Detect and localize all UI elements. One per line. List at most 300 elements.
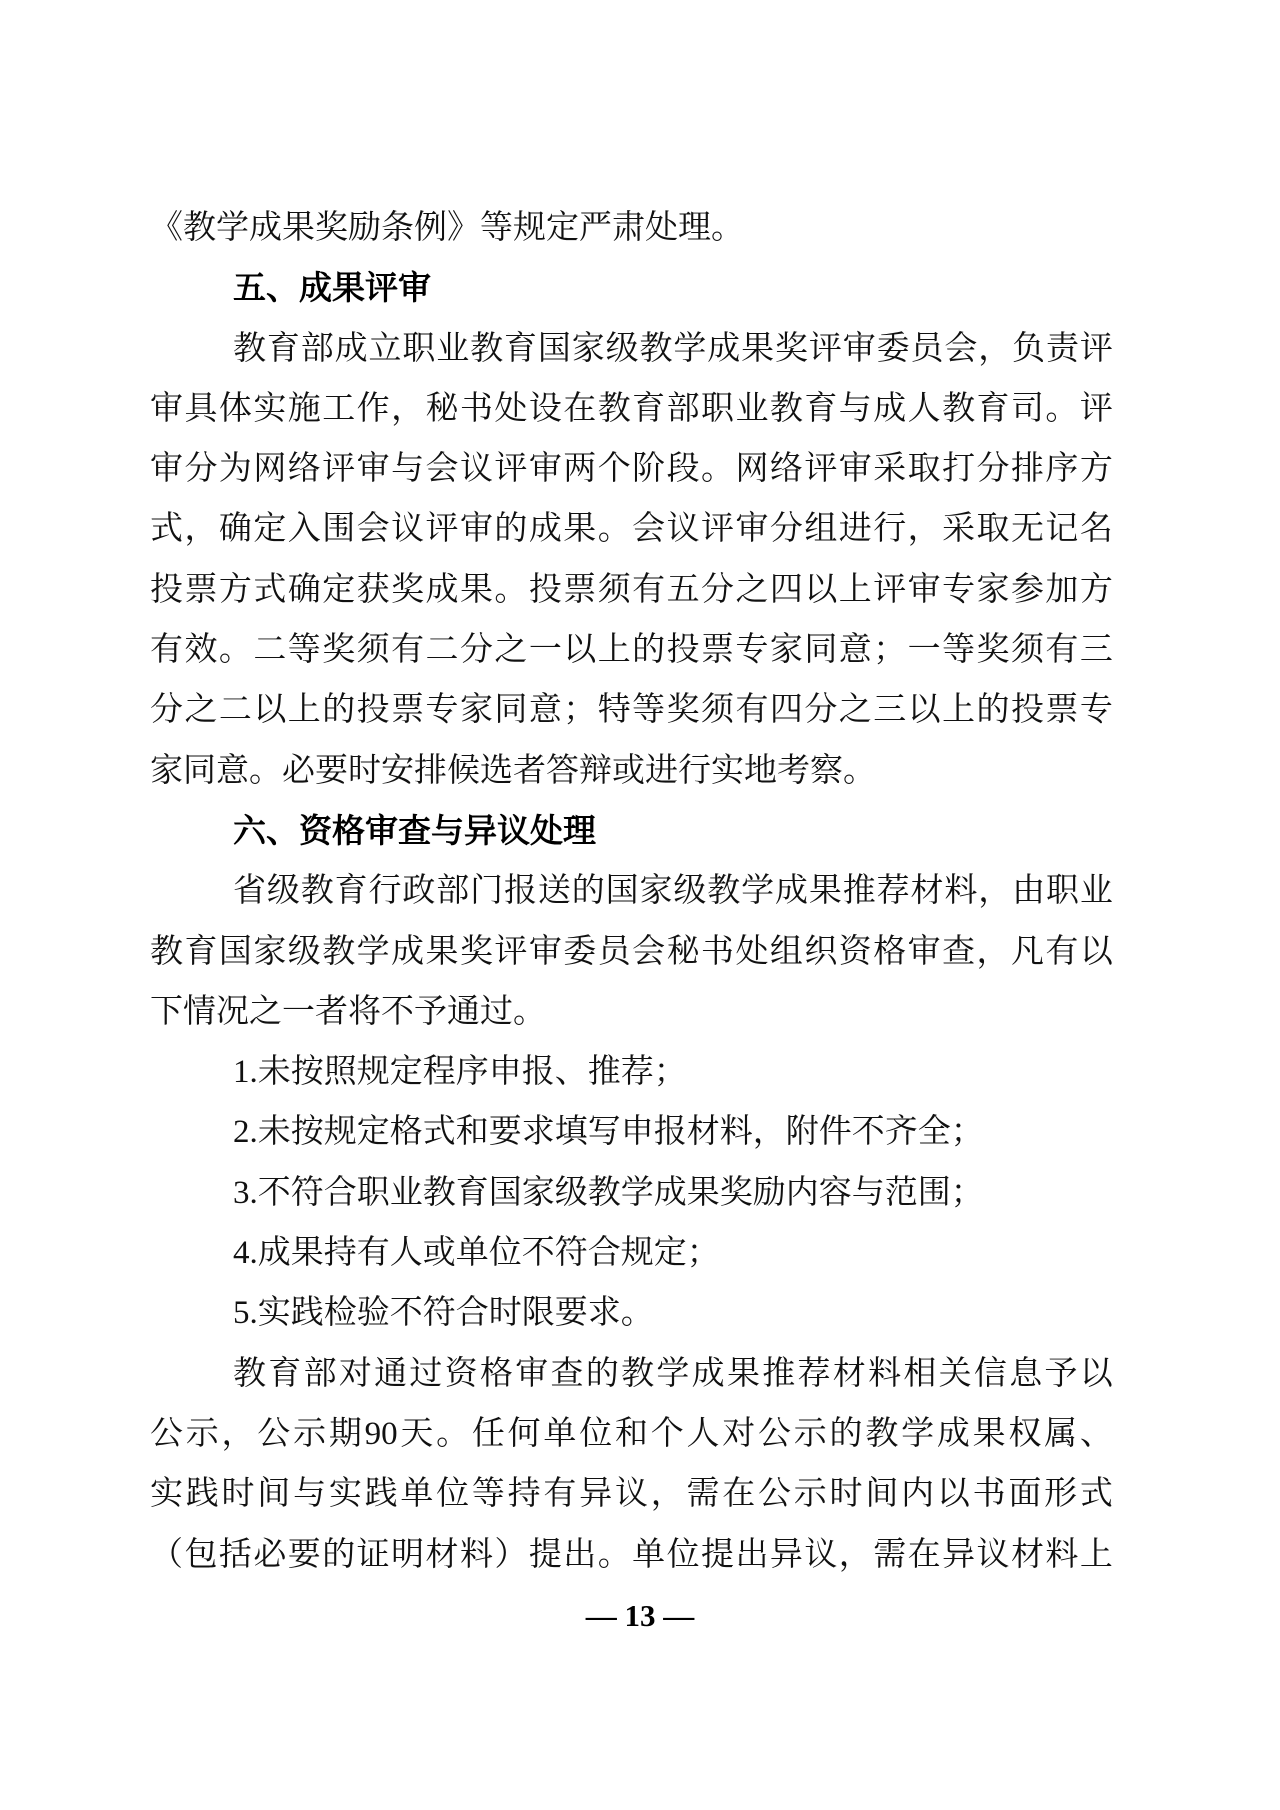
glyph: 公 bbox=[257, 1415, 291, 1452]
glyph: 须 bbox=[597, 571, 631, 608]
glyph: ， bbox=[978, 330, 1012, 367]
glyph: 的 bbox=[571, 873, 605, 910]
glyph: 络 bbox=[287, 451, 321, 488]
glyph: 员 bbox=[597, 933, 631, 970]
glyph: 会 bbox=[356, 511, 390, 548]
glyph: 成 bbox=[425, 571, 459, 608]
glyph: 之 bbox=[184, 692, 218, 729]
glyph: 定 bbox=[322, 571, 356, 608]
glyph: ， bbox=[978, 873, 1012, 910]
glyph: 果 bbox=[563, 511, 597, 548]
glyph: 投 bbox=[356, 692, 390, 729]
glyph: 家 bbox=[769, 632, 803, 669]
glyph: 进 bbox=[838, 511, 872, 548]
glyph: 组 bbox=[769, 933, 803, 970]
glyph: 践 bbox=[185, 1476, 219, 1513]
glyph: 以 bbox=[1079, 933, 1113, 970]
glyph: 教 bbox=[769, 390, 803, 427]
glyph: 意 bbox=[528, 692, 562, 729]
glyph: 。 bbox=[597, 511, 631, 548]
glyph: 加 bbox=[1045, 571, 1079, 608]
glyph: 示 bbox=[793, 1476, 827, 1513]
glyph: ， bbox=[184, 511, 218, 548]
glyph: 育 bbox=[184, 933, 218, 970]
glyph: 作 bbox=[356, 390, 390, 427]
glyph: 料 bbox=[1045, 1536, 1079, 1573]
glyph: 采 bbox=[873, 451, 907, 488]
glyph: 有 bbox=[391, 632, 425, 669]
glyph: 特 bbox=[597, 692, 631, 729]
glyph: 之 bbox=[494, 632, 528, 669]
glyph: 在 bbox=[907, 1536, 941, 1573]
glyph: 。 bbox=[597, 1536, 631, 1573]
glyph: 有 bbox=[543, 1476, 577, 1513]
glyph: 部 bbox=[300, 330, 334, 367]
glyph: 家 bbox=[639, 873, 673, 910]
glyph: 有 bbox=[735, 692, 769, 729]
glyph: 以 bbox=[253, 692, 287, 729]
glyph: 面 bbox=[1008, 1476, 1042, 1513]
glyph: 有 bbox=[1045, 933, 1079, 970]
glyph: 行 bbox=[368, 873, 402, 910]
glyph: 上 bbox=[942, 692, 976, 729]
glyph: 确 bbox=[218, 511, 252, 548]
glyph: 等 bbox=[632, 692, 666, 729]
glyph: 予 bbox=[1044, 1355, 1078, 1392]
glyph: 方 bbox=[1079, 451, 1113, 488]
glyph: 教 bbox=[150, 933, 183, 970]
glyph: 票 bbox=[563, 571, 597, 608]
glyph: 五 bbox=[666, 571, 700, 608]
text-line bbox=[150, 379, 1113, 439]
glyph: 间 bbox=[257, 1476, 291, 1513]
glyph: 凡 bbox=[1010, 933, 1044, 970]
glyph: 证 bbox=[356, 1536, 390, 1573]
glyph: 息 bbox=[1009, 1355, 1043, 1392]
glyph: 持 bbox=[507, 1476, 541, 1513]
glyph: 出 bbox=[563, 1536, 597, 1573]
glyph: 教 bbox=[621, 1355, 655, 1392]
glyph: 资 bbox=[444, 1355, 478, 1392]
glyph: 取 bbox=[976, 511, 1010, 548]
glyph: 行 bbox=[873, 511, 907, 548]
glyph: 通 bbox=[374, 1355, 408, 1392]
glyph: 采 bbox=[942, 511, 976, 548]
glyph: 两 bbox=[563, 451, 597, 488]
glyph: ， bbox=[838, 1536, 872, 1573]
glyph: 教 bbox=[707, 873, 741, 910]
glyph: 一 bbox=[907, 632, 941, 669]
glyph: 委 bbox=[876, 330, 910, 367]
glyph: 审 bbox=[515, 1355, 549, 1392]
glyph: 评 bbox=[494, 933, 528, 970]
glyph: 成 bbox=[391, 933, 425, 970]
glyph: 效 bbox=[184, 632, 218, 669]
glyph: 在 bbox=[563, 390, 597, 427]
glyph: 票 bbox=[184, 571, 218, 608]
glyph: 奖 bbox=[976, 632, 1010, 669]
glyph: 何 bbox=[507, 1415, 541, 1452]
glyph: 部 bbox=[666, 390, 700, 427]
glyph: 评 bbox=[1079, 390, 1113, 427]
text-line bbox=[150, 922, 1113, 982]
list-item-line: 4.成果持有人或单位不符合规定； bbox=[233, 1235, 720, 1272]
glyph: 育 bbox=[632, 390, 666, 427]
glyph: ； bbox=[563, 692, 597, 729]
glyph: 位 bbox=[666, 1536, 700, 1573]
text-column bbox=[150, 198, 1113, 1585]
glyph: 荐 bbox=[876, 873, 910, 910]
glyph: 资 bbox=[838, 933, 872, 970]
glyph: 分 bbox=[769, 511, 803, 548]
glyph: 投 bbox=[528, 571, 562, 608]
glyph: 之 bbox=[838, 692, 872, 729]
glyph: 成 bbox=[528, 511, 562, 548]
glyph: 。 bbox=[436, 1415, 470, 1452]
glyph: 负 bbox=[1012, 330, 1046, 367]
glyph: 的 bbox=[322, 692, 356, 729]
glyph: 责 bbox=[1046, 330, 1079, 367]
glyph: 查 bbox=[942, 933, 976, 970]
glyph: 议 bbox=[804, 1536, 838, 1573]
glyph: 示 bbox=[293, 1415, 327, 1452]
glyph: 打 bbox=[942, 451, 976, 488]
glyph: 家 bbox=[571, 330, 605, 367]
glyph: 四 bbox=[769, 571, 803, 608]
text-line bbox=[150, 1525, 1113, 1585]
glyph: 审 bbox=[150, 390, 183, 427]
glyph: 同 bbox=[804, 632, 838, 669]
glyph: 织 bbox=[804, 933, 838, 970]
glyph: 、 bbox=[1079, 1415, 1113, 1452]
glyph: 的 bbox=[632, 632, 666, 669]
glyph: 职 bbox=[701, 390, 734, 427]
glyph: 成 bbox=[775, 873, 808, 910]
list-item-line: 2.未按规定格式和要求填写申报材料，附件不齐全； bbox=[233, 1114, 984, 1151]
glyph: 评 bbox=[322, 451, 356, 488]
glyph: 业 bbox=[735, 390, 769, 427]
glyph: 书 bbox=[701, 933, 734, 970]
list-item-line: 1.未按照规定程序申报、推荐； bbox=[233, 1054, 687, 1091]
glyph: ， bbox=[221, 1415, 255, 1452]
glyph: 荐 bbox=[797, 1355, 831, 1392]
glyph: 议 bbox=[976, 1536, 1010, 1573]
glyph: 有 bbox=[1045, 632, 1079, 669]
glyph: 确 bbox=[287, 571, 321, 608]
glyph: 的 bbox=[322, 1536, 356, 1573]
glyph: 投 bbox=[150, 571, 183, 608]
glyph: 评 bbox=[804, 451, 838, 488]
glyph: 网 bbox=[253, 451, 287, 488]
glyph: 工 bbox=[322, 390, 356, 427]
glyph: 公 bbox=[758, 1476, 792, 1513]
glyph: 成 bbox=[936, 1415, 970, 1452]
glyph: 上 bbox=[597, 632, 631, 669]
text-line bbox=[150, 1404, 1113, 1464]
glyph: 料 bbox=[459, 1536, 493, 1573]
glyph: 格 bbox=[479, 1355, 513, 1392]
glyph: 提 bbox=[701, 1536, 734, 1573]
glyph: 学 bbox=[656, 1355, 690, 1392]
glyph: 同 bbox=[494, 692, 528, 729]
glyph: 时 bbox=[221, 1476, 255, 1513]
glyph: 奖 bbox=[775, 330, 808, 367]
glyph: 级 bbox=[287, 933, 321, 970]
glyph: 教 bbox=[322, 933, 356, 970]
glyph: 形 bbox=[1044, 1476, 1078, 1513]
glyph: 立 bbox=[368, 330, 402, 367]
glyph: 教 bbox=[639, 330, 673, 367]
glyph: 送 bbox=[537, 873, 571, 910]
glyph: 施 bbox=[287, 390, 321, 427]
text-line bbox=[150, 499, 1113, 559]
glyph: 政 bbox=[402, 873, 436, 910]
glyph: 。 bbox=[218, 632, 252, 669]
glyph: 的 bbox=[976, 692, 1010, 729]
glyph: 审 bbox=[907, 571, 941, 608]
glyph: 分 bbox=[150, 692, 183, 729]
glyph: 以 bbox=[936, 1476, 970, 1513]
glyph: 级 bbox=[266, 873, 300, 910]
glyph: 员 bbox=[910, 330, 944, 367]
glyph: 议 bbox=[666, 511, 700, 548]
glyph: 式 bbox=[253, 571, 287, 608]
text-line bbox=[150, 1344, 1113, 1404]
glyph: 二 bbox=[253, 632, 287, 669]
glyph: 票 bbox=[1045, 692, 1079, 729]
glyph: 出 bbox=[735, 1536, 769, 1573]
glyph: 育 bbox=[266, 330, 300, 367]
glyph: 的 bbox=[829, 1415, 863, 1452]
glyph: 级 bbox=[673, 873, 707, 910]
glyph: ， bbox=[650, 1476, 684, 1513]
glyph: 会 bbox=[944, 330, 978, 367]
glyph: 对 bbox=[338, 1355, 372, 1392]
glyph: 段 bbox=[666, 451, 700, 488]
glyph: 人 bbox=[686, 1415, 720, 1452]
glyph: 审 bbox=[356, 451, 390, 488]
glyph: 与 bbox=[293, 1476, 327, 1513]
text-line bbox=[150, 439, 1113, 499]
glyph: 属 bbox=[1044, 1415, 1078, 1452]
glyph: 育 bbox=[504, 330, 537, 367]
glyph: 网 bbox=[735, 451, 769, 488]
glyph: 奖 bbox=[459, 933, 493, 970]
glyph: 专 bbox=[1079, 692, 1113, 729]
glyph: 教 bbox=[865, 1415, 899, 1452]
glyph: 票 bbox=[701, 632, 734, 669]
glyph: 育 bbox=[804, 390, 838, 427]
glyph: 践 bbox=[364, 1476, 398, 1513]
glyph: 记 bbox=[1045, 511, 1079, 548]
glyph: 书 bbox=[459, 390, 493, 427]
glyph: 提 bbox=[528, 1536, 562, 1573]
glyph: 专 bbox=[735, 632, 769, 669]
glyph: 。 bbox=[494, 571, 528, 608]
glyph: 取 bbox=[907, 451, 941, 488]
glyph: 实 bbox=[150, 1476, 183, 1513]
glyph: 料 bbox=[868, 1355, 902, 1392]
glyph: 评 bbox=[1079, 330, 1113, 367]
text-line bbox=[150, 620, 1113, 680]
glyph: 审 bbox=[528, 451, 562, 488]
glyph: 和 bbox=[614, 1415, 648, 1452]
glyph: ， bbox=[907, 511, 941, 548]
glyph: 与 bbox=[838, 390, 872, 427]
glyph: 分 bbox=[701, 571, 734, 608]
glyph: 要 bbox=[287, 1536, 321, 1573]
glyph: 秘 bbox=[666, 933, 700, 970]
glyph: 无 bbox=[1010, 511, 1044, 548]
glyph: 专 bbox=[425, 692, 459, 729]
glyph: 国 bbox=[218, 933, 252, 970]
glyph: ， bbox=[976, 933, 1010, 970]
page-number: — 13 — bbox=[585, 1598, 695, 1633]
text-line bbox=[150, 680, 1113, 740]
glyph: 的 bbox=[494, 511, 528, 548]
glyph: 处 bbox=[494, 390, 528, 427]
glyph: 果 bbox=[726, 1355, 760, 1392]
glyph: 由 bbox=[1012, 873, 1046, 910]
glyph: 序 bbox=[1045, 451, 1079, 488]
glyph: 以 bbox=[563, 632, 597, 669]
glyph: 果 bbox=[808, 873, 842, 910]
glyph: 等 bbox=[287, 632, 321, 669]
glyph: 国 bbox=[537, 330, 571, 367]
glyph: 示 bbox=[185, 1415, 219, 1452]
glyph: ； bbox=[873, 632, 907, 669]
glyph: 参 bbox=[1010, 571, 1044, 608]
glyph: 人 bbox=[907, 390, 941, 427]
glyph: 部 bbox=[303, 1355, 337, 1392]
glyph: 奖 bbox=[322, 632, 356, 669]
glyph: 分 bbox=[804, 692, 838, 729]
glyph: 位 bbox=[436, 1476, 470, 1513]
glyph: 评 bbox=[425, 511, 459, 548]
glyph: 方 bbox=[1079, 571, 1113, 608]
glyph: 二 bbox=[218, 692, 252, 729]
glyph: 。 bbox=[701, 451, 734, 488]
glyph: 设 bbox=[528, 390, 562, 427]
glyph: （ bbox=[150, 1536, 183, 1573]
glyph: 教 bbox=[233, 330, 266, 367]
text-line: 下情况之一者将不予通过。 bbox=[150, 993, 546, 1030]
glyph: 职 bbox=[402, 330, 436, 367]
glyph: 信 bbox=[973, 1355, 1007, 1392]
text-line bbox=[150, 861, 1113, 921]
glyph: 职 bbox=[1046, 873, 1079, 910]
glyph: 相 bbox=[903, 1355, 937, 1392]
glyph: 果 bbox=[972, 1415, 1006, 1452]
glyph: 单 bbox=[632, 1536, 666, 1573]
glyph: 学 bbox=[356, 933, 390, 970]
glyph: 投 bbox=[666, 632, 700, 669]
glyph: 之 bbox=[735, 571, 769, 608]
glyph: 级 bbox=[605, 330, 639, 367]
glyph: 二 bbox=[425, 632, 459, 669]
glyph: 学 bbox=[901, 1415, 935, 1452]
glyph: 投 bbox=[1010, 692, 1044, 729]
glyph: 委 bbox=[563, 933, 597, 970]
text-line bbox=[150, 319, 1113, 379]
glyph: 以 bbox=[804, 571, 838, 608]
glyph: 上 bbox=[838, 571, 872, 608]
glyph: 家 bbox=[253, 933, 287, 970]
glyph: 阶 bbox=[632, 451, 666, 488]
text-line: 《教学成果奖励条例》等规定严肃处理。 bbox=[150, 210, 744, 246]
glyph: 学 bbox=[741, 873, 775, 910]
glyph: 间 bbox=[865, 1476, 899, 1513]
glyph: 异 bbox=[942, 1536, 976, 1573]
glyph: 审 bbox=[838, 451, 872, 488]
glyph: 票 bbox=[391, 692, 425, 729]
glyph: 权 bbox=[1008, 1415, 1042, 1452]
glyph: 须 bbox=[1010, 632, 1044, 669]
glyph: 成 bbox=[873, 390, 907, 427]
text-line: 家同意。必要时安排候选者答辩或进行实地考察。 bbox=[150, 752, 876, 789]
glyph: 实 bbox=[328, 1476, 362, 1513]
section-heading-5: 五、成果评审 bbox=[233, 269, 431, 307]
glyph: 学 bbox=[673, 330, 707, 367]
glyph: 议 bbox=[459, 451, 493, 488]
glyph: 须 bbox=[701, 692, 734, 729]
glyph: 异 bbox=[579, 1476, 613, 1513]
glyph: 三 bbox=[873, 692, 907, 729]
text-line bbox=[150, 1464, 1113, 1524]
glyph: 个 bbox=[597, 451, 631, 488]
glyph: 名 bbox=[1079, 511, 1113, 548]
glyph: 公 bbox=[150, 1415, 183, 1452]
glyph: 教 bbox=[300, 873, 334, 910]
glyph: 。 bbox=[1045, 390, 1079, 427]
glyph: 内 bbox=[901, 1476, 935, 1513]
glyph: 奖 bbox=[666, 692, 700, 729]
glyph: 秘 bbox=[425, 390, 459, 427]
glyph: 省 bbox=[233, 873, 266, 910]
glyph: 审 bbox=[907, 933, 941, 970]
glyph: 任 bbox=[471, 1415, 505, 1452]
glyph: 家 bbox=[459, 692, 493, 729]
glyph: 审 bbox=[842, 330, 876, 367]
glyph: 入 bbox=[287, 511, 321, 548]
glyph: 材 bbox=[1010, 1536, 1044, 1573]
glyph: 三 bbox=[1079, 632, 1113, 669]
glyph: 推 bbox=[762, 1355, 796, 1392]
list-item-line: 5.实践检验不符合时限要求。 bbox=[233, 1295, 654, 1332]
glyph: 育 bbox=[976, 390, 1010, 427]
glyph: 关 bbox=[938, 1355, 972, 1392]
glyph: 会 bbox=[632, 511, 666, 548]
glyph: 个 bbox=[650, 1415, 684, 1452]
glyph: 教 bbox=[233, 1355, 266, 1392]
glyph: 审 bbox=[150, 451, 183, 488]
glyph: 方 bbox=[218, 571, 252, 608]
glyph: 需 bbox=[873, 1536, 907, 1573]
glyph: 以 bbox=[907, 692, 941, 729]
glyph: 材 bbox=[425, 1536, 459, 1573]
glyph: ） bbox=[494, 1536, 528, 1573]
glyph: 格 bbox=[873, 933, 907, 970]
glyph: 的 bbox=[585, 1355, 619, 1392]
glyph: 审 bbox=[735, 511, 769, 548]
glyph: 教 bbox=[597, 390, 631, 427]
glyph: 天 bbox=[400, 1415, 434, 1452]
glyph: 以 bbox=[1079, 1355, 1113, 1392]
glyph: 必 bbox=[253, 1536, 287, 1573]
list-item-line: 3.不符合职业教育国家级教学成果奖励内容与范围； bbox=[233, 1174, 984, 1211]
glyph: 位 bbox=[579, 1415, 613, 1452]
glyph: 果 bbox=[741, 330, 775, 367]
